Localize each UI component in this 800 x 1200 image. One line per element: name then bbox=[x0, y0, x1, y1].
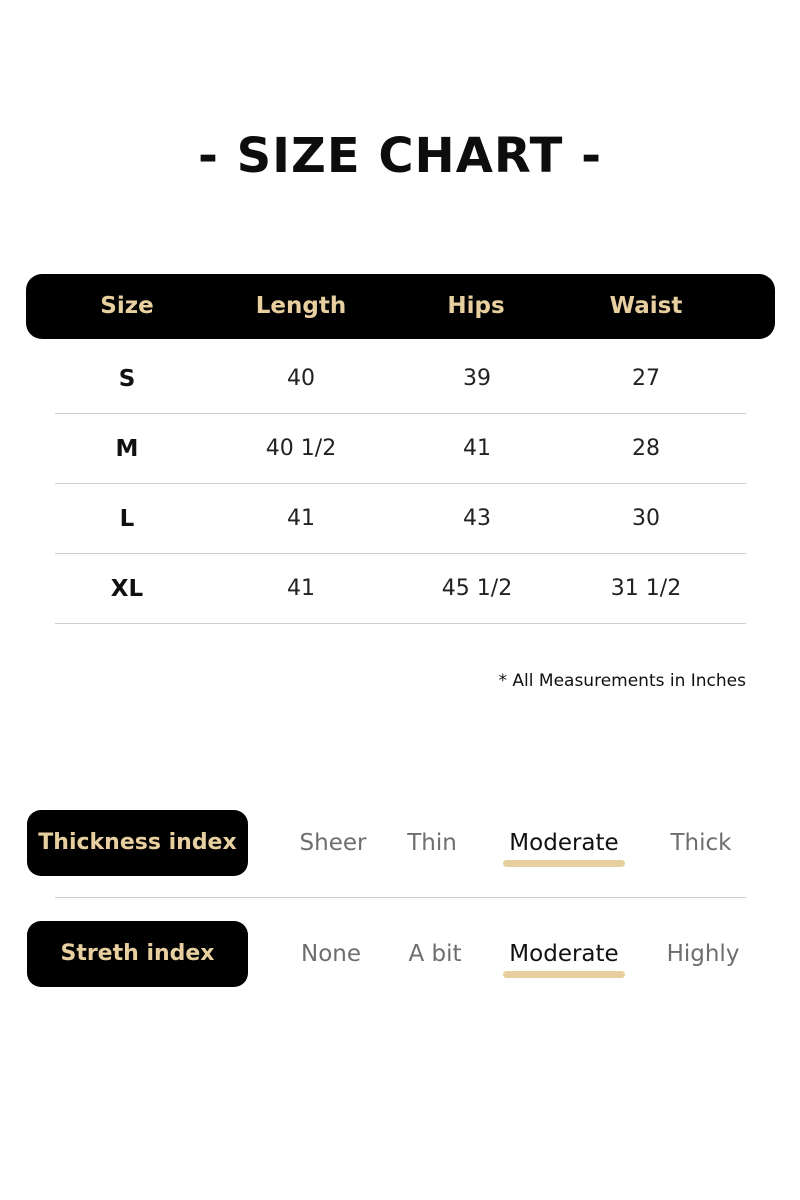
thickness-index-label: Thickness index bbox=[27, 810, 248, 876]
waist-cell: 30 bbox=[632, 506, 660, 531]
stretch-option-highly: Highly bbox=[666, 941, 740, 967]
thickness-option-moderate: Moderate bbox=[509, 830, 619, 856]
waist-cell: 31 1/2 bbox=[610, 576, 682, 601]
table-row bbox=[55, 554, 746, 624]
length-cell: 40 bbox=[287, 366, 315, 391]
stretch-option-none: None bbox=[300, 941, 361, 967]
size-cell: M bbox=[115, 436, 139, 462]
length-cell: 41 bbox=[287, 576, 315, 601]
header-length: Length bbox=[255, 293, 347, 319]
size-cell: L bbox=[119, 506, 135, 532]
stretch-option-moderate: Moderate bbox=[509, 941, 619, 967]
waist-cell: 27 bbox=[632, 366, 660, 391]
stretch-index-label: Streth index bbox=[27, 921, 248, 987]
hips-cell: 43 bbox=[463, 506, 491, 531]
header-size: Size bbox=[100, 293, 154, 319]
measurement-footnote: * All Measurements in Inches bbox=[498, 671, 746, 691]
page-title: - SIZE CHART - bbox=[197, 128, 603, 184]
stretch-option-a-bit: A bit bbox=[408, 941, 462, 967]
thickness-option-thin: Thin bbox=[407, 830, 457, 856]
stretch-selected-underline bbox=[503, 971, 625, 978]
size-cell: S bbox=[118, 366, 136, 392]
length-cell: 41 bbox=[287, 506, 315, 531]
header-hips: Hips bbox=[447, 293, 505, 319]
index-divider bbox=[55, 897, 746, 898]
table-row bbox=[55, 344, 746, 414]
thickness-option-thick: Thick bbox=[670, 830, 732, 856]
thickness-option-sheer: Sheer bbox=[299, 830, 367, 856]
table-row bbox=[55, 484, 746, 554]
table-row bbox=[55, 414, 746, 484]
length-cell: 40 1/2 bbox=[265, 436, 337, 461]
hips-cell: 45 1/2 bbox=[441, 576, 513, 601]
size-cell: XL bbox=[110, 576, 144, 602]
hips-cell: 39 bbox=[463, 366, 491, 391]
thickness-selected-underline bbox=[503, 860, 625, 867]
header-waist: Waist bbox=[609, 293, 683, 319]
hips-cell: 41 bbox=[463, 436, 491, 461]
stretch-index-row bbox=[0, 921, 800, 987]
thickness-index-row bbox=[0, 810, 800, 876]
waist-cell: 28 bbox=[632, 436, 660, 461]
size-table-header bbox=[26, 274, 775, 339]
